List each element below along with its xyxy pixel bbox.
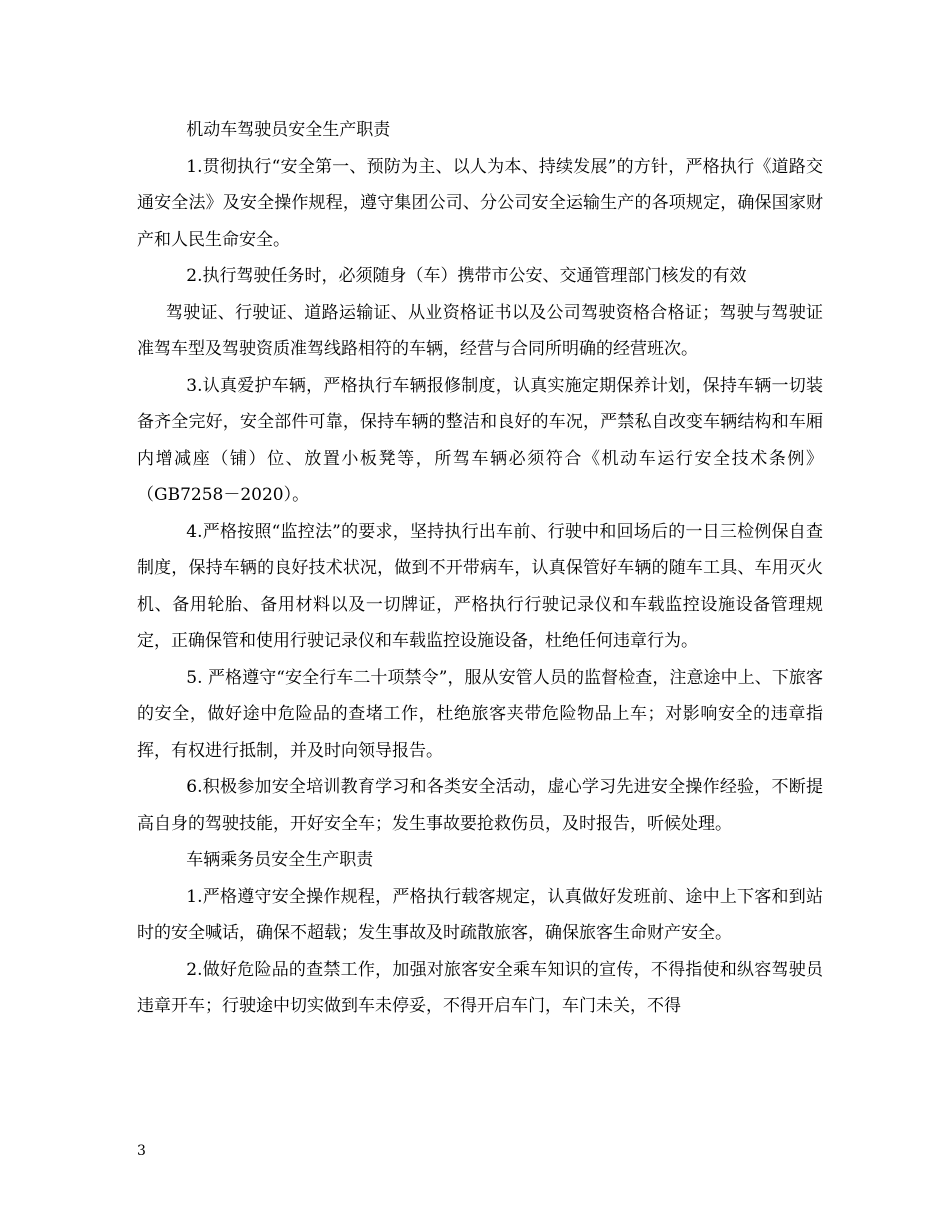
paragraph-driver-2-continued: 驾驶证、行驶证、道路运输证、从业资格证书以及公司驾驶资格合格证；驾驶与驾驶证准驾车型及驾驶资质准驾线路相符的车辆，经营与合同所明确的经营班次。 — [137, 302, 823, 359]
section-heading-crew: 车辆乘务员安全生产职责 — [186, 850, 374, 870]
paragraph-driver-3: 3.认真爱护车辆，严格执行车辆报修制度，认真实施定期保养计划，保持车辆一切装备齐全完好，安全部件可靠，保持车辆的整洁和良好的车况，严禁私自改变车辆结构和车厢内增减座（铺）位、放置小板凳等，所驾车辆必须符合《机动车运行安全技术条例》（GB7258－2020）。 — [137, 375, 823, 505]
page-number: 3 — [137, 1143, 146, 1159]
section-heading-driver: 机动车驾驶员安全生产职责 — [186, 120, 391, 140]
paragraph-crew-1: 1.严格遵守安全操作规程，严格执行载客规定，认真做好发班前、途中上下客和到站时的安全喊话，确保不超载；发生事故及时疏散旅客，确保旅客生命财产安全。 — [137, 886, 823, 943]
paragraph-crew-2: 2.做好危险品的查禁工作，加强对旅客安全乘车知识的宣传，不得指使和纵容驾驶员违章开车；行驶途中切实做到车未停妥，不得开启车门，车门未关，不得 — [137, 959, 823, 1016]
paragraph-driver-6: 6.积极参加安全培训教育学习和各类安全活动，虚心学习先进安全操作经验，不断提高自身的驾驶技能，开好安全车；发生事故要抢救伤员，及时报告，听候处理。 — [137, 777, 823, 834]
paragraph-driver-4: 4.严格按照“监控法”的要求，坚持执行出车前、行驶中和回场后的一日三检例保自查制度，保持车辆的良好技术状况，做到不开带病车，认真保管好车辆的随车工具、车用灭火机、备用轮胎、备用材料以及一切牌证，严格执行行驶记录仪和车载监控设施设备管理规定，正确保管和使用行驶记录仪和车载监控设施设备，杜绝任何违章行为。 — [137, 521, 823, 651]
paragraph-driver-5: 5. 严格遵守“安全行车二十项禁令”，服从安管人员的监督检查，注意途中上、下旅客的安全，做好途中危险品的查堵工作，杜绝旅客夹带危险物品上车；对影响安全的违章指挥，有权进行抵制，并及时向领导报告。 — [137, 667, 823, 761]
document-body — [137, 112, 823, 1025]
paragraph-driver-1: 1.贯彻执行“安全第一、预防为主、以人为本、持续发展”的方针，严格执行《道路交通安全法》及安全操作规程，遵守集团公司、分公司安全运输生产的各项规定，确保国家财产和人民生命安全。 — [137, 156, 823, 250]
paragraph-driver-2: 2.执行驾驶任务时，必须随身（车）携带市公安、交通管理部门核发的有效 — [186, 266, 747, 286]
